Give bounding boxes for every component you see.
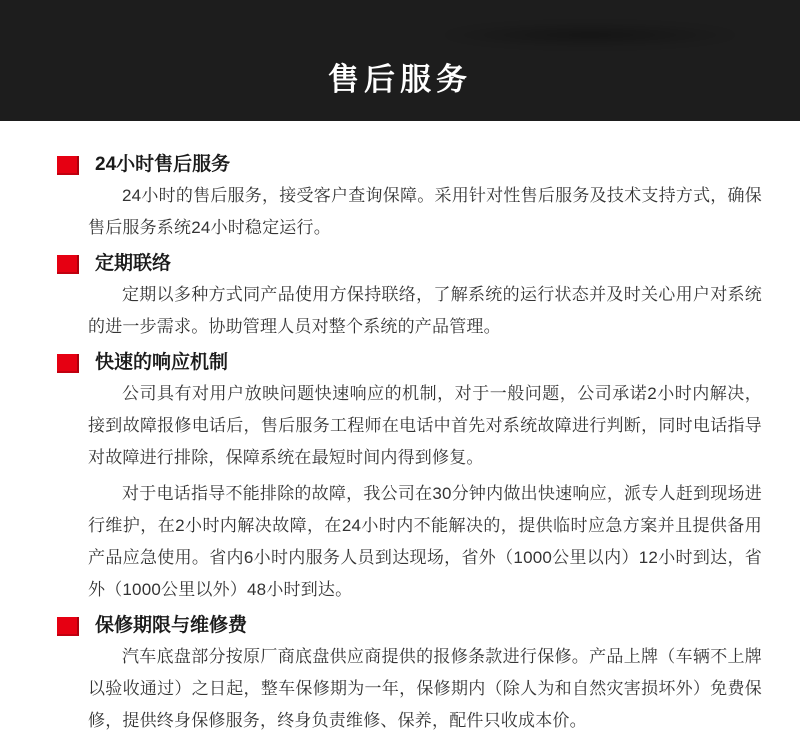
section-heading-row (57, 615, 762, 637)
section-paragraph: 定期以多种方式同产品使用方保持联络，了解系统的运行状态并及时关心用户对系统的进一步需求。协助管理人员对整个系统的产品管理。 (88, 285, 762, 336)
section-paragraph: 汽车底盘部分按原厂商底盘供应商提供的报修条款进行保修。产品上牌（车辆不上牌以验收通过）之日起，整车保修期为一年，保修期内（除人为和自然灾害损坏外）免费保修，提供终身保修服务，终身负责维修、保养，配件只收成本价。 (88, 647, 762, 730)
section-paragraph: 对于电话指导不能排除的故障，我公司在30分钟内做出快速响应，派专人赶到现场进行维护，在2小时内解决故障，在24小时内不能解决的，提供临时应急方案并且提供备用产品应急使用。省内6小时内服务人员到达现场，省外（1000公里以内）12小时到达，省外（1000公里以外）48小时到达。 (88, 484, 762, 599)
section-heading: 定期联络 (95, 253, 172, 274)
red-square-bullet-icon (57, 156, 79, 175)
section-heading: 保修期限与维修费 (95, 615, 248, 636)
section-24h-service (57, 154, 762, 244)
faint-watermark (440, 22, 740, 48)
section-heading-row (57, 253, 762, 275)
red-square-bullet-icon (57, 255, 79, 274)
section-rapid-response (57, 352, 762, 606)
section-heading: 快速的响应机制 (95, 352, 229, 373)
red-square-bullet-icon (57, 617, 79, 636)
section-heading: 24小时售后服务 (95, 154, 231, 175)
section-heading-row (57, 154, 762, 176)
red-square-bullet-icon (57, 354, 79, 373)
section-paragraph: 24小时的售后服务，接受客户查询保障。采用针对性售后服务及技术支持方式，确保售后服务系统24小时稳定运行。 (88, 186, 762, 237)
page-content (0, 121, 800, 737)
page-header-banner (0, 0, 800, 121)
section-warranty-fees (57, 615, 762, 737)
section-heading-row (57, 352, 762, 374)
section-regular-contact (57, 253, 762, 343)
page-title: 售后服务 (328, 62, 472, 97)
section-paragraph: 公司具有对用户放映问题快速响应的机制，对于一般问题，公司承诺2小时内解决，接到故障报修电话后，售后服务工程师在电话中首先对系统故障进行判断，同时电话指导对故障进行排除，保障系统在最短时间内得到修复。 (88, 384, 762, 467)
